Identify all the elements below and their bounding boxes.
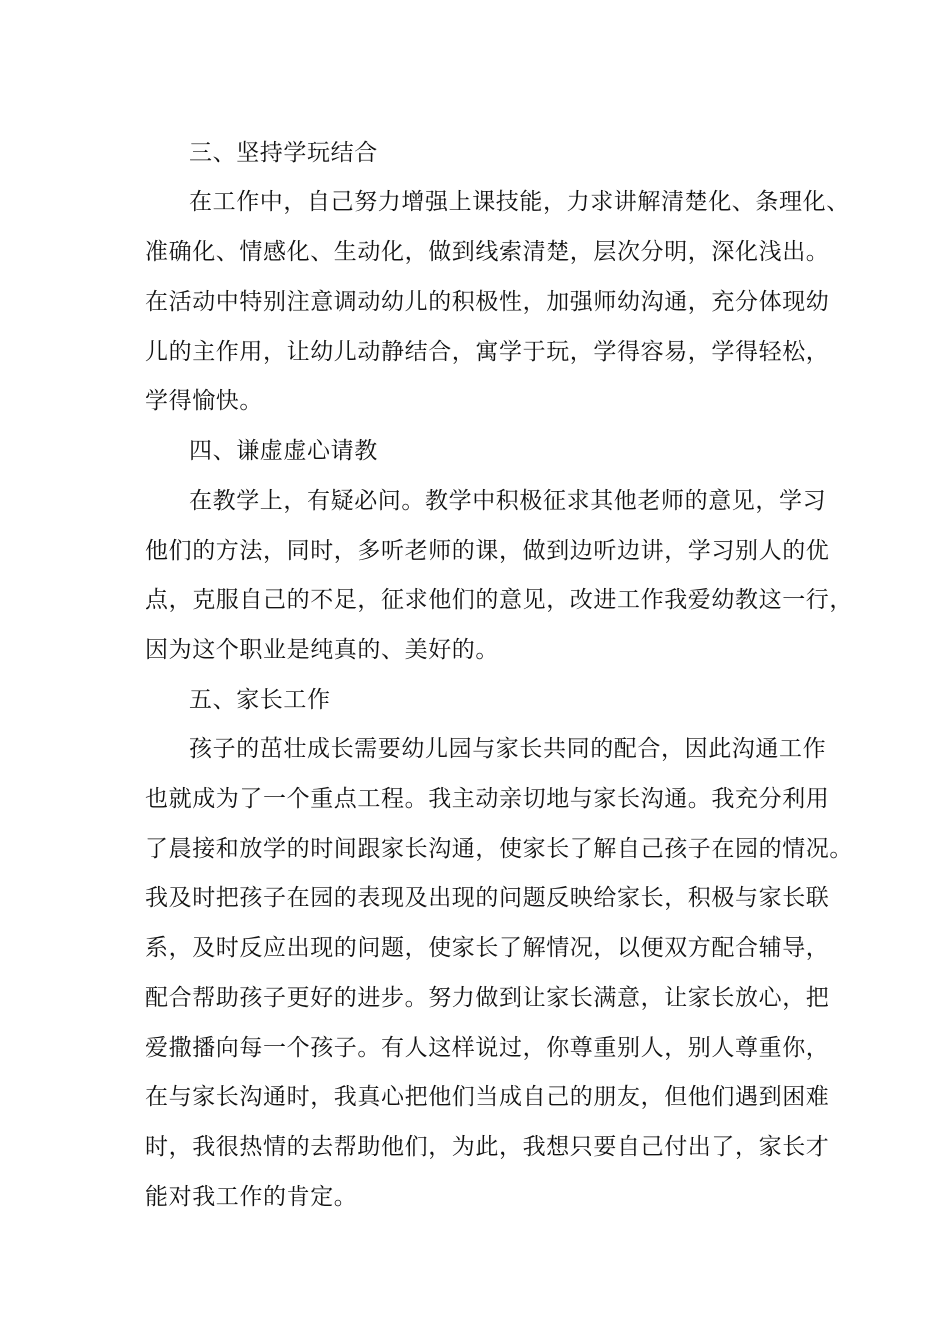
paragraph-line: 系，及时反应出现的问题，使家长了解情况，以便双方配合辅导， (145, 935, 830, 961)
paragraph-line: 因为这个职业是纯真的、美好的。 (145, 637, 499, 663)
paragraph-line: 时，我很热情的去帮助他们，为此，我想只要自己付出了，家长才 (145, 1134, 830, 1160)
paragraph-line: 准确化、情感化、生动化，做到线索清楚，层次分明，深化浅出。 (145, 239, 830, 265)
paragraph-line: 配合帮助孩子更好的进步。努力做到让家长满意，让家长放心，把 (145, 985, 830, 1011)
section-heading-4: 四、谦虚虚心请教 (189, 438, 378, 464)
section-heading-5: 五、家长工作 (189, 687, 331, 713)
paragraph-line: 爱撒播向每一个孩子。有人这样说过，你尊重别人，别人尊重你， (145, 1035, 830, 1061)
paragraph-line: 也就成为了一个重点工程。我主动亲切地与家长沟通。我充分利用 (145, 786, 830, 812)
paragraph-line: 在教学上，有疑必问。教学中积极征求其他老师的意见，学习 (189, 488, 827, 514)
paragraph-line: 在活动中特别注意调动幼儿的积极性，加强师幼沟通，充分体现幼 (145, 289, 830, 315)
section-heading-3: 三、坚持学玩结合 (189, 140, 378, 166)
paragraph-line: 他们的方法，同时，多听老师的课，做到边听边讲，学习别人的优 (145, 538, 830, 564)
paragraph-line: 能对我工作的肯定。 (145, 1184, 358, 1210)
paragraph-line: 点，克服自己的不足，征求他们的意见，改进工作我爱幼教这一行， (145, 587, 853, 613)
paragraph-line: 学得愉快。 (145, 388, 263, 414)
paragraph-line: 在与家长沟通时，我真心把他们当成自己的朋友，但他们遇到困难 (145, 1084, 830, 1110)
paragraph-line: 孩子的茁壮成长需要幼儿园与家长共同的配合，因此沟通工作 (189, 736, 827, 762)
paragraph-line: 了晨接和放学的时间跟家长沟通，使家长了解自己孩子在园的情况。 (145, 836, 853, 862)
paragraph-line: 儿的主作用，让幼儿动静结合，寓学于玩，学得容易，学得轻松， (145, 339, 830, 365)
paragraph-line: 在工作中，自己努力增强上课技能，力求讲解清楚化、条理化、 (189, 189, 850, 215)
paragraph-line: 我及时把孩子在园的表现及出现的问题反映给家长，积极与家长联 (145, 885, 830, 911)
